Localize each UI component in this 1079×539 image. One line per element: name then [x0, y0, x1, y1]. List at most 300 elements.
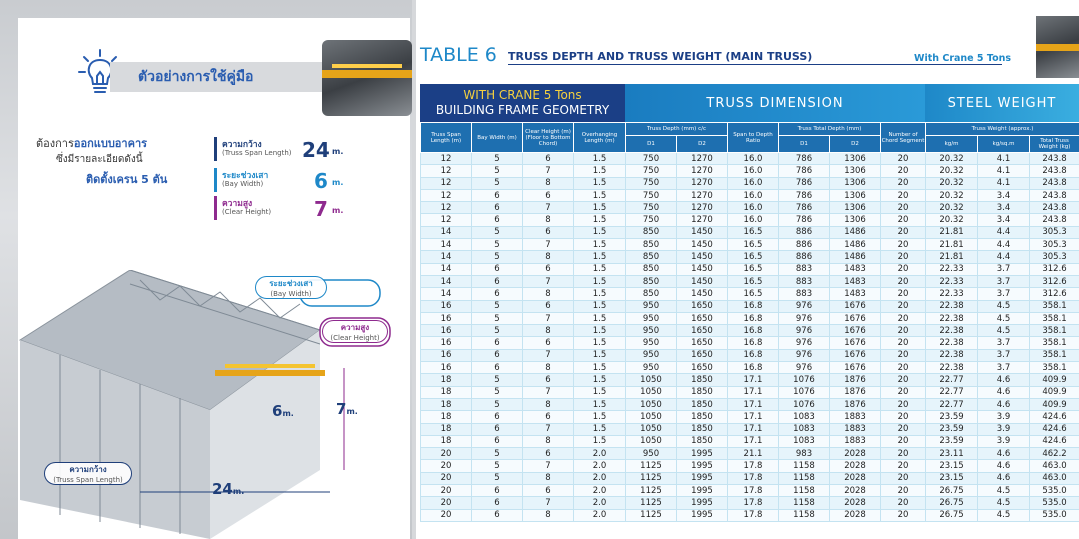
table-cell: 6 — [523, 411, 574, 423]
table-cell: 18 — [421, 398, 472, 410]
table-cell: 22.38 — [926, 300, 978, 312]
table-row — [421, 251, 1079, 263]
table-cell: 16 — [421, 362, 472, 374]
table-cell: 1.5 — [574, 275, 626, 287]
truss-table — [420, 122, 1079, 522]
dim-height-unit: m. — [346, 407, 358, 416]
table-cell: 1.5 — [574, 325, 626, 337]
table-cell: 22.38 — [926, 349, 978, 361]
table-cell: 1050 — [626, 398, 677, 410]
spec-span-sublabel: (Truss Span Length) — [222, 149, 292, 157]
table-row — [421, 288, 1079, 300]
table-cell: 1158 — [779, 460, 830, 472]
table-row — [421, 423, 1079, 435]
table-cell: 6 — [523, 485, 574, 497]
table-cell: 23.15 — [926, 472, 978, 484]
table-cell: 1050 — [626, 423, 677, 435]
table-cell: 1076 — [779, 386, 830, 398]
table-cell: 23.59 — [926, 423, 978, 435]
table-cell: 358.1 — [1030, 300, 1079, 312]
table-cell: 1050 — [626, 435, 677, 447]
table-cell: 5 — [472, 460, 523, 472]
table-cell: 1650 — [677, 312, 728, 324]
table-cell: 1883 — [830, 435, 881, 447]
table-cell: 1676 — [830, 325, 881, 337]
table-cell: 1.5 — [574, 337, 626, 349]
table-cell: 1876 — [830, 374, 881, 386]
table-cell: 976 — [779, 312, 830, 324]
table-cell: 7 — [523, 165, 574, 177]
table-cell: 976 — [779, 362, 830, 374]
table-cell: 1306 — [830, 214, 881, 226]
table-cell: 5 — [472, 374, 523, 386]
table-cell: 850 — [626, 251, 677, 263]
col-weight-group: Truss Weight (approx.) — [926, 123, 1079, 136]
table-cell: 6 — [472, 263, 523, 275]
table-row — [421, 337, 1079, 349]
table-cell: 20 — [881, 325, 926, 337]
table-cell: 20.32 — [926, 202, 978, 214]
table-cell: 5 — [472, 472, 523, 484]
table-cell: 535.0 — [1030, 509, 1079, 521]
spec-height — [214, 196, 354, 220]
table-cell: 7 — [523, 349, 574, 361]
table-cell: 883 — [779, 288, 830, 300]
table-cell: 358.1 — [1030, 362, 1079, 374]
col-span: Truss Span Length (m) — [421, 123, 472, 153]
table-cell: 16 — [421, 325, 472, 337]
page-heading: ตัวอย่างการใช้คู่มือ — [138, 69, 254, 85]
table-cell: 1.5 — [574, 189, 626, 201]
col-bay: Bay Width (m) — [472, 123, 523, 153]
table-cell: 312.6 — [1030, 275, 1079, 287]
col-total-d2: D2 — [830, 136, 881, 153]
table-row — [421, 153, 1079, 165]
table-cell: 243.8 — [1030, 153, 1079, 165]
table-cell: 16 — [421, 312, 472, 324]
table-cell: 14 — [421, 263, 472, 275]
table-cell: 786 — [779, 214, 830, 226]
dim-height — [336, 400, 358, 418]
table-row — [421, 485, 1079, 497]
table-cell: 1486 — [830, 226, 881, 238]
table-cell: 20 — [421, 460, 472, 472]
table-cell: 950 — [626, 362, 677, 374]
table-cell: 1676 — [830, 312, 881, 324]
table-cell: 1158 — [779, 509, 830, 521]
table-cell: 2028 — [830, 497, 881, 509]
table-cell: 5 — [472, 239, 523, 251]
table-cell: 1.5 — [574, 214, 626, 226]
table-cell: 983 — [779, 448, 830, 460]
table-cell: 17.8 — [728, 485, 779, 497]
table-cell: 20 — [881, 251, 926, 263]
table-cell: 1083 — [779, 411, 830, 423]
table-cell: 20 — [421, 472, 472, 484]
table-cell: 1270 — [677, 202, 728, 214]
intro-prefix: ต้องการ — [36, 137, 74, 150]
table-cell: 22.33 — [926, 275, 978, 287]
table-cell: 1125 — [626, 460, 677, 472]
col-d2: D2 — [677, 136, 728, 153]
table-cell: 3.9 — [978, 435, 1030, 447]
table-cell: 886 — [779, 251, 830, 263]
table-cell: 6 — [472, 485, 523, 497]
table-cell: 4.4 — [978, 251, 1030, 263]
table-row — [421, 349, 1079, 361]
table-cell: 3.4 — [978, 189, 1030, 201]
table-cell: 1270 — [677, 177, 728, 189]
table-row — [421, 312, 1079, 324]
table-cell: 4.4 — [978, 226, 1030, 238]
table-cell: 786 — [779, 189, 830, 201]
table-cell: 886 — [779, 226, 830, 238]
spec-height-sublabel: (Clear Height) — [222, 208, 272, 216]
table-cell: 8 — [523, 325, 574, 337]
table-cell: 5 — [472, 312, 523, 324]
callout-bay-label: ระยะช่วงเสา — [269, 279, 313, 288]
table-cell: 6 — [472, 275, 523, 287]
table-cell: 5 — [472, 177, 523, 189]
table-cell: 18 — [421, 435, 472, 447]
table-cell: 20 — [881, 239, 926, 251]
table-label: TABLE 6 — [420, 44, 497, 66]
table-cell: 6 — [472, 202, 523, 214]
table-cell: 4.6 — [978, 386, 1030, 398]
callout-height — [322, 320, 388, 343]
table-cell: 4.1 — [978, 177, 1030, 189]
table-cell: 2.0 — [574, 509, 626, 521]
table-cell: 20 — [881, 226, 926, 238]
table-row — [421, 325, 1079, 337]
table-cell: 21.81 — [926, 251, 978, 263]
table-cell: 1.5 — [574, 239, 626, 251]
table-cell: 16.8 — [728, 312, 779, 324]
table-row — [421, 300, 1079, 312]
title-rule — [508, 64, 1002, 65]
table-cell: 14 — [421, 275, 472, 287]
table-cell: 1450 — [677, 275, 728, 287]
table-cell: 7 — [523, 239, 574, 251]
table-cell: 1676 — [830, 362, 881, 374]
table-title: TRUSS DEPTH AND TRUSS WEIGHT (MAIN TRUSS) — [508, 50, 813, 63]
spec-span-bar — [214, 137, 217, 161]
table-cell: 1.5 — [574, 153, 626, 165]
table-row — [421, 374, 1079, 386]
table-cell: 20 — [881, 460, 926, 472]
table-cell: 16.8 — [728, 362, 779, 374]
col-overhang: Overhanging Length (m) — [574, 123, 626, 153]
col-total-d1: D1 — [779, 136, 830, 153]
table-cell: 1083 — [779, 423, 830, 435]
table-cell: 750 — [626, 153, 677, 165]
table-cell: 20 — [881, 214, 926, 226]
table-cell: 6 — [472, 214, 523, 226]
table-cell: 20 — [881, 411, 926, 423]
table-cell: 1850 — [677, 423, 728, 435]
table-cell: 20 — [881, 165, 926, 177]
table-cell: 16.5 — [728, 239, 779, 251]
crane-photo — [322, 40, 412, 116]
table-cell: 20 — [881, 398, 926, 410]
table-cell: 16.0 — [728, 189, 779, 201]
table-cell: 8 — [523, 251, 574, 263]
spec-span — [214, 137, 354, 161]
table-cell: 1050 — [626, 374, 677, 386]
table-cell: 535.0 — [1030, 497, 1079, 509]
table-cell: 1.5 — [574, 386, 626, 398]
table-cell: 3.9 — [978, 411, 1030, 423]
table-cell: 20 — [421, 497, 472, 509]
table-cell: 22.38 — [926, 362, 978, 374]
table-cell: 2028 — [830, 509, 881, 521]
table-cell: 1050 — [626, 411, 677, 423]
table-cell: 22.77 — [926, 398, 978, 410]
table-cell: 4.6 — [978, 448, 1030, 460]
table-cell: 7 — [523, 497, 574, 509]
table-cell: 1.5 — [574, 374, 626, 386]
callout-span-sublabel: (Truss Span Length) — [53, 476, 123, 484]
table-cell: 14 — [421, 226, 472, 238]
table-cell: 243.8 — [1030, 214, 1079, 226]
table-cell: 1850 — [677, 435, 728, 447]
table-cell: 1650 — [677, 362, 728, 374]
table-cell: 1995 — [677, 509, 728, 521]
table-cell: 8 — [523, 509, 574, 521]
table-cell: 1676 — [830, 337, 881, 349]
table-cell: 850 — [626, 226, 677, 238]
table-cell: 16.8 — [728, 337, 779, 349]
table-cell: 1876 — [830, 386, 881, 398]
table-cell: 1883 — [830, 411, 881, 423]
table-cell: 976 — [779, 349, 830, 361]
table-cell: 462.2 — [1030, 448, 1079, 460]
table-cell: 358.1 — [1030, 325, 1079, 337]
table-cell: 1.5 — [574, 226, 626, 238]
table-cell: 1306 — [830, 165, 881, 177]
table-cell: 786 — [779, 177, 830, 189]
table-cell: 1483 — [830, 263, 881, 275]
spec-span-label: ความกว้าง — [222, 140, 262, 150]
table-cell: 2.0 — [574, 497, 626, 509]
table-cell: 5 — [472, 300, 523, 312]
table-cell: 17.1 — [728, 423, 779, 435]
table-cell: 20 — [881, 485, 926, 497]
table-row — [421, 226, 1079, 238]
table-cell: 1.5 — [574, 300, 626, 312]
table-cell: 1158 — [779, 485, 830, 497]
intro-line-2: ซึ่งมีรายละเอียดดังนี้ — [56, 154, 143, 165]
table-cell: 22.33 — [926, 288, 978, 300]
table-cell: 5 — [472, 325, 523, 337]
table-cell: 16.8 — [728, 325, 779, 337]
spec-height-unit: m. — [332, 206, 344, 215]
table-cell: 6 — [472, 435, 523, 447]
table-cell: 2.0 — [574, 472, 626, 484]
table-cell: 3.4 — [978, 202, 1030, 214]
table-cell: 20 — [881, 472, 926, 484]
col-ratio: Span to Depth Ratio — [728, 123, 779, 153]
table-cell: 786 — [779, 153, 830, 165]
table-cell: 20 — [881, 497, 926, 509]
spec-bay-value: 6 — [314, 169, 328, 193]
table-cell: 20 — [881, 423, 926, 435]
table-cell: 17.8 — [728, 509, 779, 521]
table-cell: 409.9 — [1030, 398, 1079, 410]
table-cell: 2028 — [830, 460, 881, 472]
table-cell: 850 — [626, 275, 677, 287]
table-cell: 20.32 — [926, 165, 978, 177]
table-cell: 3.7 — [978, 275, 1030, 287]
table-cell: 23.11 — [926, 448, 978, 460]
table-cell: 1450 — [677, 288, 728, 300]
table-cell: 1.5 — [574, 263, 626, 275]
table-cell: 750 — [626, 214, 677, 226]
table-cell: 463.0 — [1030, 460, 1079, 472]
table-cell: 16.0 — [728, 214, 779, 226]
table-cell: 1676 — [830, 349, 881, 361]
header-truss-dimension — [625, 84, 925, 122]
table-cell: 22.33 — [926, 263, 978, 275]
table-cell: 22.38 — [926, 337, 978, 349]
table-cell: 7 — [523, 202, 574, 214]
table-row — [421, 472, 1079, 484]
table-cell: 17.8 — [728, 472, 779, 484]
table-cell: 4.1 — [978, 153, 1030, 165]
table-cell: 463.0 — [1030, 472, 1079, 484]
table-cell: 1995 — [677, 472, 728, 484]
spec-bay-unit: m. — [332, 178, 344, 187]
table-cell: 1306 — [830, 202, 881, 214]
table-cell: 1306 — [830, 153, 881, 165]
table-cell: 358.1 — [1030, 349, 1079, 361]
table-cell: 4.5 — [978, 497, 1030, 509]
table-cell: 20 — [881, 374, 926, 386]
table-cell: 5 — [472, 251, 523, 263]
table-cell: 16.0 — [728, 177, 779, 189]
table-cell: 305.3 — [1030, 226, 1079, 238]
table-cell: 358.1 — [1030, 312, 1079, 324]
table-cell: 1.5 — [574, 435, 626, 447]
table-cell: 14 — [421, 251, 472, 263]
crane-photo-right — [1036, 16, 1079, 78]
table-cell: 5 — [472, 448, 523, 460]
table-cell: 750 — [626, 189, 677, 201]
header-geometry-label: BUILDING FRAME GEOMETRY — [435, 103, 610, 117]
table-cell: 1.5 — [574, 349, 626, 361]
table-cell: 20 — [881, 288, 926, 300]
table-cell: 243.8 — [1030, 177, 1079, 189]
table-cell: 1125 — [626, 472, 677, 484]
table-cell: 6 — [523, 374, 574, 386]
table-row — [421, 398, 1079, 410]
table-cell: 1995 — [677, 485, 728, 497]
table-cell: 7 — [523, 275, 574, 287]
table-cell: 1850 — [677, 386, 728, 398]
spec-span-unit: m. — [332, 147, 344, 156]
table-row — [421, 214, 1079, 226]
dim-span-unit: m. — [232, 487, 245, 496]
table-cell: 20 — [881, 386, 926, 398]
dim-bay — [272, 402, 294, 420]
table-cell: 20 — [881, 300, 926, 312]
callout-bay-sublabel: (Bay Width) — [270, 290, 312, 298]
table-cell: 20.32 — [926, 189, 978, 201]
table-cell: 1995 — [677, 497, 728, 509]
table-cell: 750 — [626, 177, 677, 189]
table-cell: 8 — [523, 398, 574, 410]
table-cell: 6 — [523, 263, 574, 275]
table-cell: 6 — [472, 337, 523, 349]
table-cell: 21.81 — [926, 226, 978, 238]
table-cell: 1125 — [626, 485, 677, 497]
table-cell: 22.77 — [926, 386, 978, 398]
table-cell: 4.6 — [978, 374, 1030, 386]
header-dimension-label: TRUSS DIMENSION — [706, 96, 844, 111]
table-cell: 12 — [421, 214, 472, 226]
dim-span — [212, 480, 244, 498]
spec-bay-sublabel: (Bay Width) — [222, 180, 264, 188]
table-cell: 6 — [523, 189, 574, 201]
table-cell: 1076 — [779, 374, 830, 386]
table-cell: 1850 — [677, 398, 728, 410]
table-cell: 1876 — [830, 398, 881, 410]
table-cell: 4.5 — [978, 312, 1030, 324]
table-cell: 2.0 — [574, 485, 626, 497]
table-cell: 1486 — [830, 239, 881, 251]
table-cell: 1306 — [830, 177, 881, 189]
table-cell: 5 — [472, 153, 523, 165]
table-cell: 883 — [779, 275, 830, 287]
table-cell: 850 — [626, 239, 677, 251]
table-cell: 20 — [881, 275, 926, 287]
table-cell: 1.5 — [574, 423, 626, 435]
intro-line-1 — [36, 134, 147, 152]
table-cell: 409.9 — [1030, 374, 1079, 386]
table-cell: 312.6 — [1030, 288, 1079, 300]
table-cell: 4.5 — [978, 325, 1030, 337]
table-cell: 243.8 — [1030, 165, 1079, 177]
table-cell: 3.7 — [978, 362, 1030, 374]
table-cell: 7 — [523, 386, 574, 398]
table-cell: 20 — [421, 509, 472, 521]
table-cell: 20 — [881, 312, 926, 324]
table-cell: 6 — [523, 448, 574, 460]
table-cell: 1850 — [677, 411, 728, 423]
table-row — [421, 275, 1079, 287]
table-cell: 6 — [472, 423, 523, 435]
intro-emphasis: ออกแบบอาคาร — [73, 137, 148, 150]
table-cell: 20.32 — [926, 153, 978, 165]
col-chord: Number of Chord Segment — [881, 123, 926, 153]
table-cell: 424.6 — [1030, 423, 1079, 435]
table-cell: 1.5 — [574, 202, 626, 214]
table-cell: 1883 — [830, 423, 881, 435]
table-cell: 1995 — [677, 460, 728, 472]
table-cell: 1125 — [626, 497, 677, 509]
callout-height-label: ความสูง — [340, 323, 370, 332]
table-cell: 6 — [472, 362, 523, 374]
table-row — [421, 189, 1079, 201]
spec-span-value: 24 — [302, 138, 330, 162]
left-page — [0, 0, 412, 539]
table-row — [421, 448, 1079, 460]
table-cell: 2.0 — [574, 448, 626, 460]
table-cell: 18 — [421, 386, 472, 398]
table-cell: 1270 — [677, 189, 728, 201]
table-cell: 1.5 — [574, 177, 626, 189]
table-cell: 4.4 — [978, 239, 1030, 251]
